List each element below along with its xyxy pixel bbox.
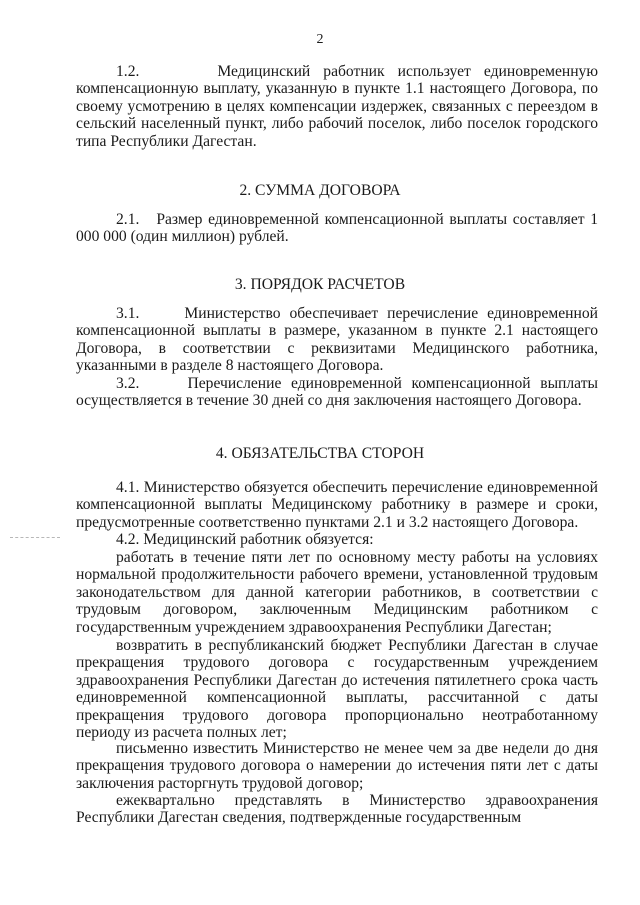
obligation-work: работать в течение пяти лет по основному месту работы на условиях нормальной продолжительности рабочего времени, установленной трудовым законодательством для данной категории работников, в соответствии с трудовым договором, заключенным Медицинским работником с государственным учреждением здравоохранения Республики Дагестан; [76,549,598,636]
clause-4-1: 4.1. Министерство обязуется обеспечить перечисление единовременной компенсационной выплаты Медицинскому работнику в размере и сроки, предусмотренные соответственно пунктами 2.1 и 3.2 настоящего Договора. [76,479,598,531]
clause-4-2: 4.2. Медицинский работник обязуется: [116,531,374,548]
section-heading-4: 4. ОБЯЗАТЕЛЬСТВА СТОРОН [215,445,425,462]
page-number: 2 [316,32,324,47]
clause-1-2: 1.2. Медицинский работник использует единовременную компенсационную выплату, указанную в пункте 1.1 настоящего Договора, по своему усмотрению в целях компенсации издержек, связанных с переездом в сельский населенный пункт, либо рабочий поселок, либо поселок городского типа Республики Дагестан. [76,63,598,150]
scan-mark [10,537,60,539]
clause-3-2: 3.2. Перечисление единовременной компенсационной выплаты осуществляется в течение 30 дней со дня заключения настоящего Договора. [76,375,598,410]
clause-2-1: 2.1. Размер единовременной компенсационной выплаты составляет 1 000 000 (один миллион) рублей. [76,211,598,246]
obligation-report: ежеквартально представлять в Министерство здравоохранения Республики Дагестан сведения, подтвержденные государственным [76,792,598,827]
section-heading-2: 2. СУММА ДОГОВОРА [239,182,401,199]
section-heading-3: 3. ПОРЯДОК РАСЧЕТОВ [234,276,406,293]
obligation-notify: письменно известить Министерство не менее чем за две недели до дня прекращения трудового договора о намерении до истечения пяти лет с даты заключения расторгнуть трудовой договор; [76,740,598,792]
clause-3-1: 3.1. Министерство обеспечивает перечисление единовременной компенсационной выплаты в размере, указанном в пункте 2.1 настоящего Договора, в соответствии с реквизитами Медицинского работника, указанными в разделе 8 настоящего Договора. [76,305,598,375]
obligation-return: возвратить в республиканский бюджет Республики Дагестан в случае прекращения трудового договора с государственным учреждением здравоохранения Республики Дагестан до истечения пятилетнего срока часть единовременной компенсационной выплаты, рассчитанной с даты прекращения трудового договора пропорционально неотработанному периоду из расчета полных лет; [76,637,598,742]
